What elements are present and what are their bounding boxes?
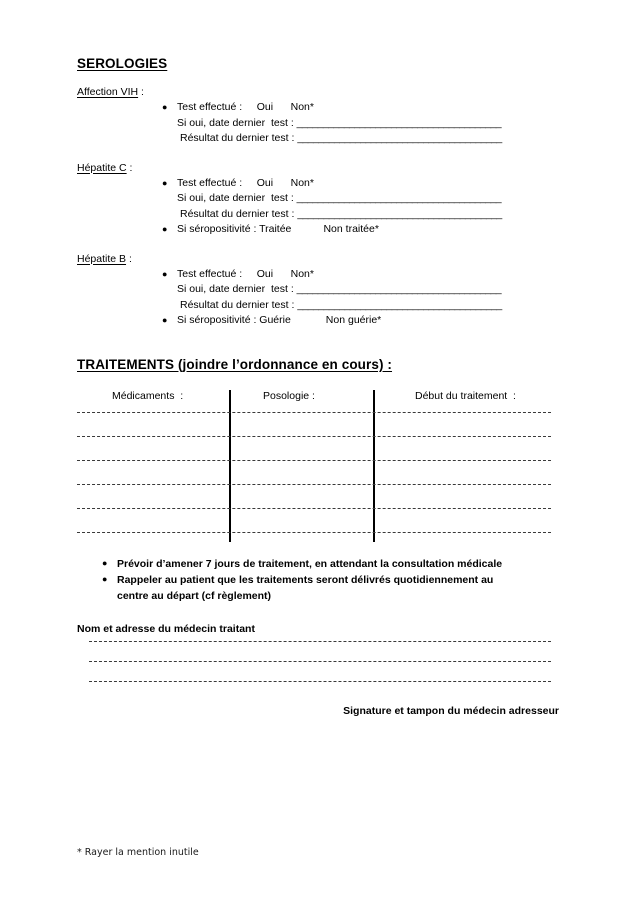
group-label-hepatite-c [77,161,559,176]
note-item [102,556,559,572]
serologies-title-text: SEROLOGIES [77,56,168,71]
fill-blank-line[interactable]: _______________________________________ [296,192,502,204]
table-row[interactable] [77,460,551,461]
doctor-address-line[interactable] [89,641,551,642]
bullet-dot-icon: ● [162,268,168,279]
group-label-affection-vih [77,85,559,100]
bullet-label-test-effectue: Test effectué : Oui Non* [177,267,314,280]
note-item [102,572,559,588]
table-row[interactable] [77,508,551,509]
fill-blank-line[interactable]: _______________________________________ [296,116,502,129]
note-text: Prévoir d’amener 7 jours de traitement, en attendant la consultation médicale [117,557,503,570]
bullet-item [162,100,559,116]
group-label-suffix: : [126,161,133,174]
fill-blank-line[interactable]: _______________________________________ [297,207,502,220]
fill-blank-line[interactable]: _______________________________________ [297,298,502,311]
table-row[interactable] [77,436,551,437]
group-label-suffix: : [138,86,144,98]
signature-label: Signature et tampon du médecin adresseur [343,704,559,717]
field-label: Résultat du dernier test : [180,207,298,220]
fill-blank-line[interactable]: _______________________________________ [296,283,502,295]
field-label: Si oui, date dernier test : [177,192,297,204]
group-hepatite-b [77,252,559,329]
doctor-address-lines [77,639,559,691]
table-row[interactable] [77,484,551,485]
field-label: Résultat du dernier test : [180,132,298,144]
bullet-label-seropositivite: Si séropositivité : Traitée Non traitée* [177,223,379,235]
field-row-date-dernier-test [177,191,559,207]
field-row-resultat-dernier-test [180,298,559,314]
page-title-traitements [77,357,559,372]
bullet-dot-icon: ● [162,102,168,112]
column-header-medicaments: Médicaments : [112,389,184,402]
doctor-address-line[interactable] [89,661,551,662]
group-label-text: Hépatite C [77,161,127,174]
footnote: * Rayer la mention inutile [77,847,199,858]
bullet-dot-icon: ● [102,557,108,568]
field-label: Si oui, date dernier test : [177,283,297,295]
note-text-continuation: centre au départ (cf règlement) [117,589,272,602]
group-label-text: Affection VIH [77,86,139,98]
group-label-text: Hépatite B [77,252,127,265]
field-row-date-dernier-test [177,116,559,132]
traitements-title-text: TRAITEMENTS (joindre l’ordonnance en cours) : [77,356,393,372]
doctor-section-label: Nom et adresse du médecin traitant [77,622,255,635]
bullet-item [162,222,559,238]
bullet-item [162,176,559,192]
field-row-resultat-dernier-test [180,131,559,147]
table-row[interactable] [77,532,551,533]
page-title-serologies [77,56,559,71]
bullet-label-test-effectue: Test effectué : Oui Non* [177,101,314,113]
field-row-date-dernier-test [177,282,559,298]
group-label-hepatite-b [77,252,559,267]
document-content [77,56,559,717]
bullet-label-seropositivite: Si séropositivité : Guérie Non guérie* [177,314,382,326]
bullet-item [162,313,559,329]
bullet-dot-icon: ● [162,315,168,325]
bullet-dot-icon: ● [162,224,168,234]
field-row-resultat-dernier-test [180,207,559,223]
field-label: Si oui, date dernier test : [177,116,297,129]
group-hepatite-c [77,161,559,238]
note-text: Rappeler au patient que les traitements seront délivrés quotidiennement au [117,573,494,586]
group-label-suffix: : [126,252,132,265]
bullet-label-test-effectue: Test effectué : Oui Non* [177,176,314,189]
bullet-dot-icon: ● [162,177,168,188]
fill-blank-line[interactable]: _______________________________________ [297,132,502,144]
column-header-debut-traitement: Début du traitement : [415,389,516,402]
bullet-item [162,267,559,283]
table-row[interactable] [77,412,551,413]
field-label: Résultat du dernier test : [180,298,298,311]
treatments-table [77,390,559,542]
column-header-posologie: Posologie : [263,389,315,402]
doctor-address-line[interactable] [89,681,551,682]
group-affection-vih [77,85,559,147]
treatment-notes [77,556,559,604]
bullet-dot-icon: ● [102,573,108,584]
treatments-table-header-row [77,390,559,412]
